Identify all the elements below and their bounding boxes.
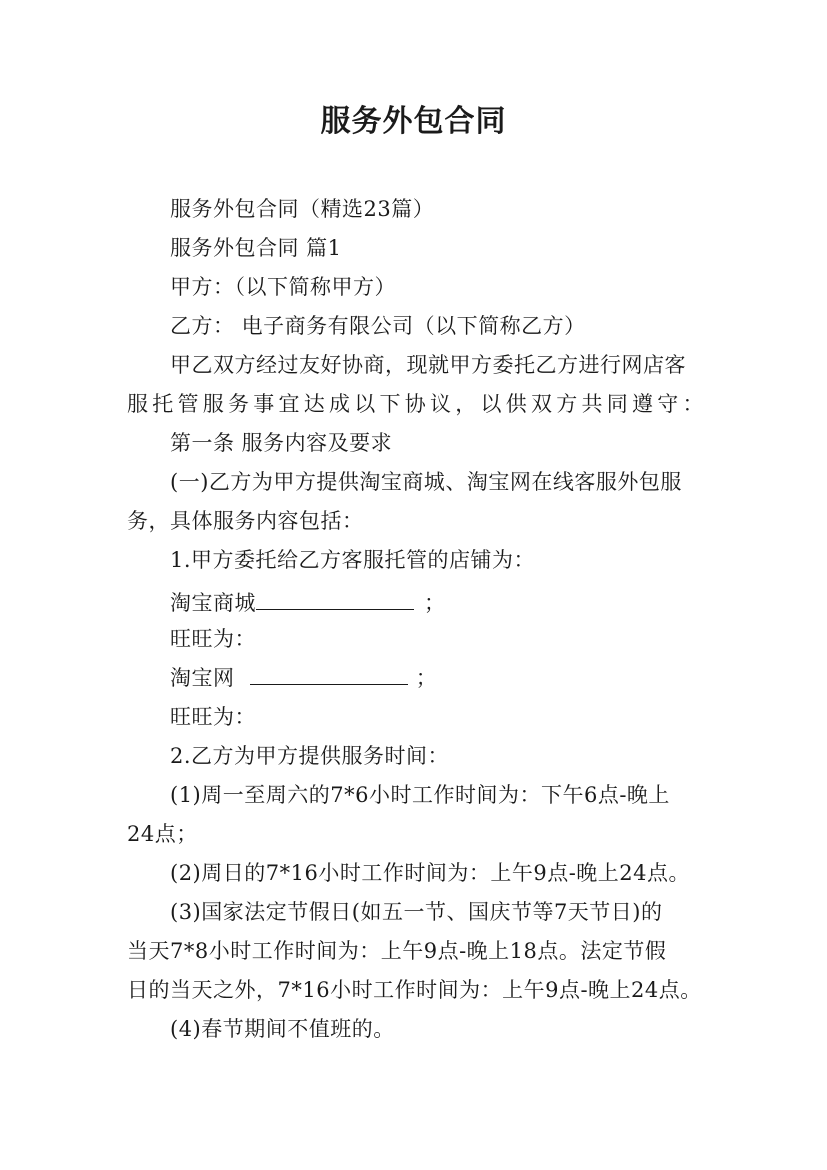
tmall-store-suffix: ；	[424, 591, 446, 615]
intro-paragraph-line-1: 甲乙双方经过友好协商，现就甲方委托乙方进行网店客	[170, 353, 686, 377]
part-heading: 服务外包合同 篇1	[170, 236, 342, 260]
time-2: (2)周日的7*16小时工作时间为：上午9点-晚上24点。	[170, 861, 691, 885]
time-1-line-1: (1)周一至周六的7*6小时工作时间为：下午6点-晚上	[170, 783, 670, 807]
time-3-line-3: 日的当天之外，7*16小时工作时间为：上午9点-晚上24点。	[127, 978, 702, 1002]
time-1-line-2: 24点；	[127, 822, 198, 846]
taobao-store-label: 淘宝网	[170, 666, 242, 690]
tmall-store-blank	[256, 591, 414, 610]
intro-paragraph-line-2: 服托管服务事宜达成以下协议，以供双方共同遵守：	[127, 392, 704, 416]
subtitle: 服务外包合同（精选23篇）	[170, 197, 435, 221]
time-4: (4)春节期间不值班的。	[170, 1017, 395, 1041]
document-title: 服务外包合同	[320, 104, 507, 139]
item-2: 2.乙方为甲方提供服务时间：	[170, 744, 450, 768]
tmall-store-label: 淘宝商城	[170, 591, 256, 615]
time-3-line-2: 当天7*8小时工作时间为：上午9点-晚上18点。法定节假	[127, 939, 667, 963]
wangwang-line-1: 旺旺为：	[170, 627, 256, 651]
taobao-store-suffix: ；	[415, 666, 438, 690]
item-1: 1.甲方委托给乙方客服托管的店铺为：	[170, 548, 536, 572]
taobao-store-line	[170, 663, 437, 693]
party-b-line: 乙方： 电子商务有限公司（以下简称乙方）	[170, 314, 586, 338]
tmall-store-line	[170, 588, 446, 618]
clause-1-line-2: 务，具体服务内容包括：	[127, 509, 364, 533]
wangwang-line-2: 旺旺为：	[170, 705, 256, 729]
party-a-line: 甲方：（以下简称甲方）	[170, 275, 396, 299]
clause-1-line-1: (一)乙方为甲方提供淘宝商城、淘宝网在线客服外包服	[170, 470, 682, 494]
taobao-store-blank	[250, 666, 408, 685]
time-3-line-1: (3)国家法定节假日(如五一节、国庆节等7天节日)的	[170, 900, 663, 924]
article-1-heading: 第一条 服务内容及要求	[170, 431, 393, 455]
